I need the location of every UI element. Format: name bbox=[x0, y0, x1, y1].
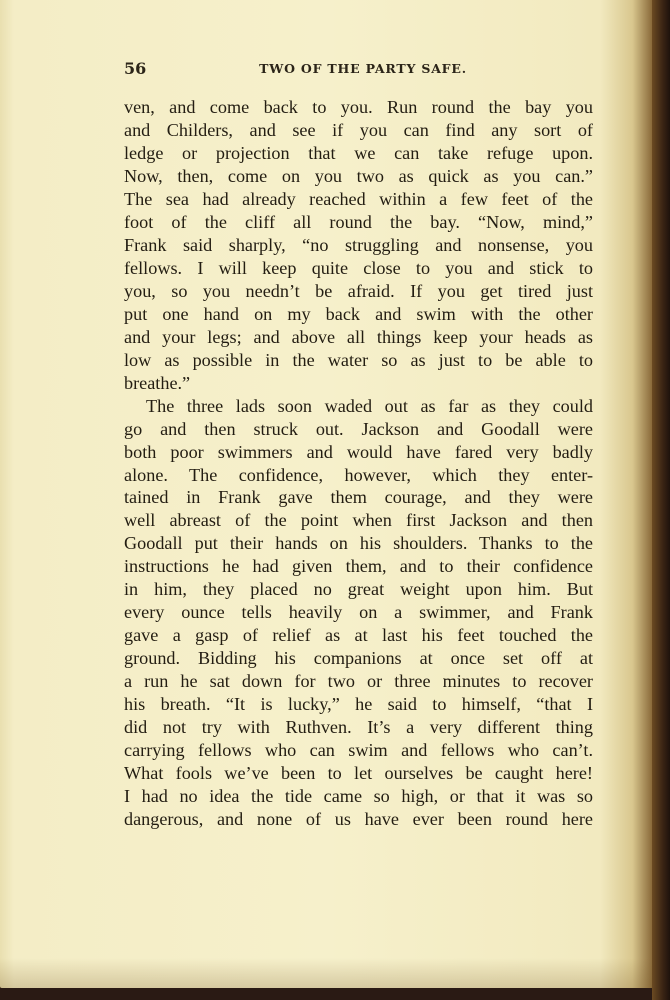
text-line: alone. The confidence, however, which they enter- bbox=[124, 464, 593, 485]
text-line: fellows. I will keep quite close to you and stick to bbox=[124, 257, 593, 278]
book-edge bbox=[652, 0, 670, 1000]
text-line: ven, and come back to you. Run round the bay you bbox=[124, 97, 593, 117]
text-line: I had no idea the tide came so high, or that it was so bbox=[124, 786, 593, 807]
text-line: go and then struck out. Jackson and Goodall were bbox=[124, 418, 593, 439]
text-line: and your legs; and above all things keep your heads as bbox=[124, 326, 593, 347]
text-line: tained in Frank gave them courage, and they were bbox=[124, 487, 593, 508]
text-line: in him, they placed no great weight upon him. But bbox=[124, 579, 593, 600]
text-line: What fools we’ve been to let ourselves be caught here! bbox=[124, 763, 593, 784]
text-line: dangerous, and none of us have ever been round here bbox=[124, 809, 593, 830]
text-line: The three lads soon waded out as far as they could bbox=[146, 395, 593, 416]
page-number: 56 bbox=[124, 59, 147, 78]
text-line: ledge or projection that we can take refuge upon. bbox=[124, 142, 593, 163]
text-line: every ounce tells heavily on a swimmer, and Frank bbox=[124, 602, 593, 623]
text-line: did not try with Ruthven. It’s a very different thing bbox=[124, 717, 593, 738]
page-body-text bbox=[124, 96, 593, 831]
text-line: breathe.” bbox=[124, 372, 191, 393]
text-line: Frank said sharply, “no struggling and nonsense, you bbox=[124, 234, 593, 255]
text-line: Now, then, come on you two as quick as you can.” bbox=[124, 165, 593, 186]
text-line: both poor swimmers and would have fared very badly bbox=[124, 441, 593, 462]
text-line: ground. Bidding his companions at once set off at bbox=[124, 648, 593, 669]
text-line: and Childers, and see if you can find any sort of bbox=[124, 119, 593, 140]
text-line: low as possible in the water so as just to be able to bbox=[124, 349, 593, 370]
text-line: The sea had already reached within a few feet of the bbox=[124, 188, 593, 209]
text-line: gave a gasp of relief as at last his feet touched the bbox=[124, 625, 593, 646]
running-title: TWO OF THE PARTY SAFE. bbox=[259, 61, 467, 76]
text-line: put one hand on my back and swim with the other bbox=[124, 303, 593, 324]
text-line: Goodall put their hands on his shoulders. Thanks to the bbox=[124, 533, 593, 554]
text-line: carrying fellows who can swim and fellows who can’t. bbox=[124, 740, 593, 761]
text-line: instructions he had given them, and to their confidence bbox=[124, 556, 593, 577]
text-line: a run he sat down for two or three minutes to recover bbox=[124, 671, 593, 692]
text-line: his breath. “It is lucky,” he said to himself, “that I bbox=[124, 694, 593, 715]
text-line: foot of the cliff all round the bay. “Now, mind,” bbox=[124, 211, 593, 232]
text-line: you, so you needn’t be afraid. If you get tired just bbox=[124, 280, 593, 301]
text-line: well abreast of the point when first Jackson and then bbox=[124, 510, 593, 531]
page-header bbox=[124, 59, 592, 81]
